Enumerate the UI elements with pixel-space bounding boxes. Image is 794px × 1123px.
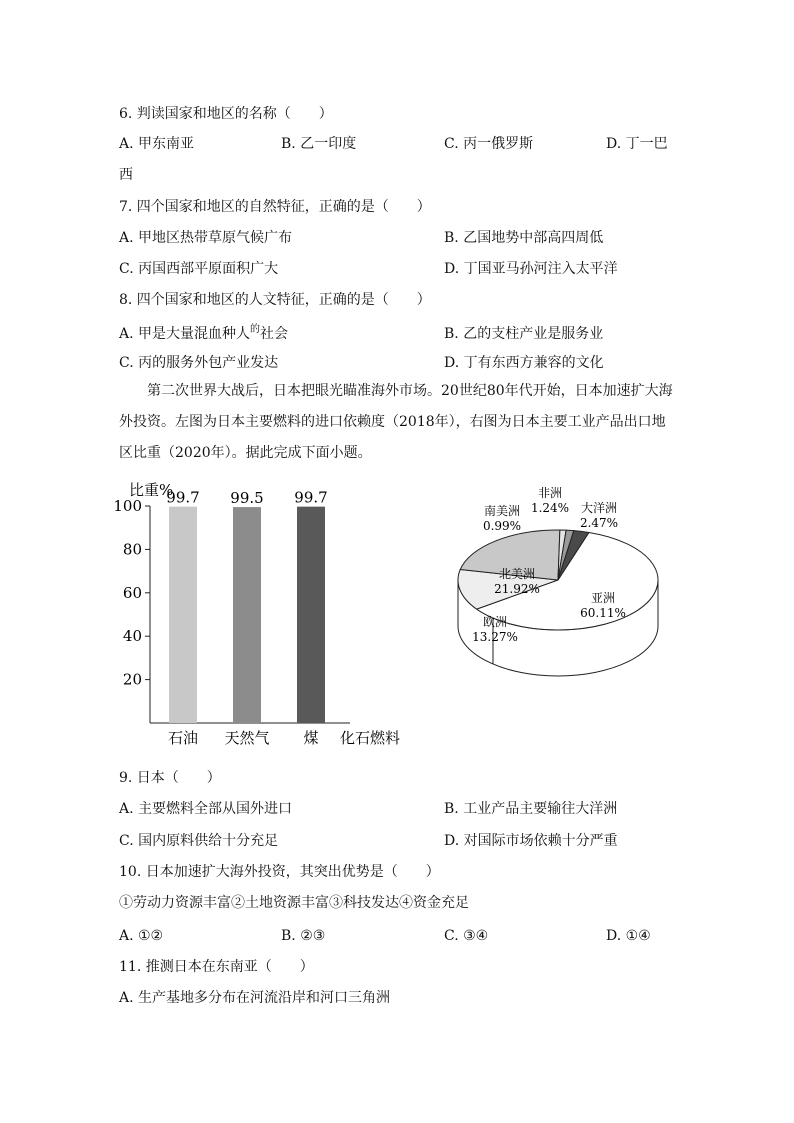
q7-option-d: D. 丁国亚马孙河注入太平洋 <box>444 261 618 277</box>
pie-label-name: 非洲 <box>537 486 563 500</box>
q7-option-a: A. 甲地区热带草原气候广布 <box>119 230 293 246</box>
bar-2 <box>297 507 325 723</box>
bar-chart-ytick-label: 40 <box>122 627 142 646</box>
q6-option-d-wrap: 西 <box>119 167 133 183</box>
passage: 第二次世界大战后，日本把眼光瞄准海外市场。20世纪80年代开始，日本加速扩大海外投资。左图为日本主要燃料的进口依赖度（2018年），右图为日本主要工业产品出口地区比重（2020年）。据此完成下面小题。 <box>119 383 673 461</box>
pie-label-name: 北美洲 <box>498 567 536 581</box>
q9-option-b: B. 工业产品主要输往大洋洲 <box>444 801 618 817</box>
q8-option-b: B. 乙的支柱产业是服务业 <box>444 326 604 342</box>
bar-category-label: 天然气 <box>224 729 270 747</box>
q9-stem: 9. 日本（ ） <box>119 770 221 786</box>
q6-option-b: B. 乙一印度 <box>281 136 357 152</box>
q9-option-c: C. 国内原料供给十分充足 <box>119 833 279 849</box>
q11-stem: 11. 推测日本在东南亚（ ） <box>119 959 314 975</box>
pie-label-pct: 60.11% <box>580 606 626 620</box>
bar-chart-ylabel: 比重% <box>129 481 174 499</box>
q8-option-a <box>119 325 288 345</box>
q11-option-a: A. 生产基地多分布在河流沿岸和河口三角洲 <box>119 990 391 1006</box>
q6-option-c: C. 丙一俄罗斯 <box>444 136 534 152</box>
q7-stem: 7. 四个国家和地区的自然特征，正确的是（ ） <box>119 199 431 215</box>
q8-stem: 8. 四个国家和地区的人文特征，正确的是（ ） <box>119 292 431 308</box>
pie-label-pct: 2.47% <box>579 516 619 530</box>
pie-label-pct: 13.27% <box>472 630 518 644</box>
q10-option-d: D. ①④ <box>606 928 651 944</box>
bar-value-label: 99.7 <box>166 488 200 507</box>
bar-chart <box>113 478 418 750</box>
pie-label-name: 南美洲 <box>483 504 521 518</box>
pie-label-name: 大洋洲 <box>580 501 618 515</box>
bar-chart-xlabel: 化石燃料 <box>340 729 401 747</box>
bar-value-label: 99.7 <box>294 488 328 507</box>
pie-label-name: 亚洲 <box>590 591 616 605</box>
q6-stem: 6. 判读国家和地区的名称（ ） <box>119 106 333 122</box>
bar-chart-ytick-label: 100 <box>113 497 142 515</box>
q10-option-a: A. ①② <box>119 928 164 944</box>
q8-option-a-post: 社会 <box>260 326 289 342</box>
q10-option-c: C. ③④ <box>444 928 489 944</box>
bar-chart-ytick-label: 80 <box>122 540 142 559</box>
pie-label-pct: 0.99% <box>482 519 522 533</box>
q6-option-a: A. 甲东南亚 <box>119 136 195 152</box>
bar-chart-ytick-label: 60 <box>122 583 142 602</box>
q8-option-d: D. 丁有东西方兼容的文化 <box>444 355 604 371</box>
pie-label-pct: 1.24% <box>530 501 570 515</box>
q7-option-c: C. 丙国西部平原面积广大 <box>119 261 279 277</box>
q7-option-b: B. 乙国地势中部高四周低 <box>444 230 604 246</box>
bar-category-label: 石油 <box>167 729 199 747</box>
pie-label-name: 欧洲 <box>482 615 508 629</box>
bar-0 <box>169 507 197 723</box>
bar-category-label: 煤 <box>303 729 319 747</box>
q8-option-a-pre: A. 甲是大量混血种人 <box>119 326 251 342</box>
bar-value-label: 99.5 <box>230 489 264 508</box>
pie-label-pct: 21.92% <box>494 582 540 596</box>
q10-stem: 10. 日本加速扩大海外投资，其突出优势是（ ） <box>119 864 440 880</box>
q8-option-c: C. 丙的服务外包产业发达 <box>119 355 279 371</box>
q10-option-b: B. ②③ <box>281 928 326 944</box>
q8-option-a-sup: 的 <box>250 324 261 335</box>
bar-chart-ytick-label: 20 <box>122 670 142 689</box>
q9-option-a: A. 主要燃料全部从国外进口 <box>119 801 293 817</box>
bar-1 <box>233 507 261 723</box>
pie-chart <box>455 478 690 726</box>
q9-option-d: D. 对国际市场依赖十分严重 <box>444 833 618 849</box>
q10-items: ①劳动力资源丰富②土地资源丰富③科技发达④资金充足 <box>119 895 469 911</box>
q6-option-d: D. 丁一巴 <box>606 136 668 152</box>
